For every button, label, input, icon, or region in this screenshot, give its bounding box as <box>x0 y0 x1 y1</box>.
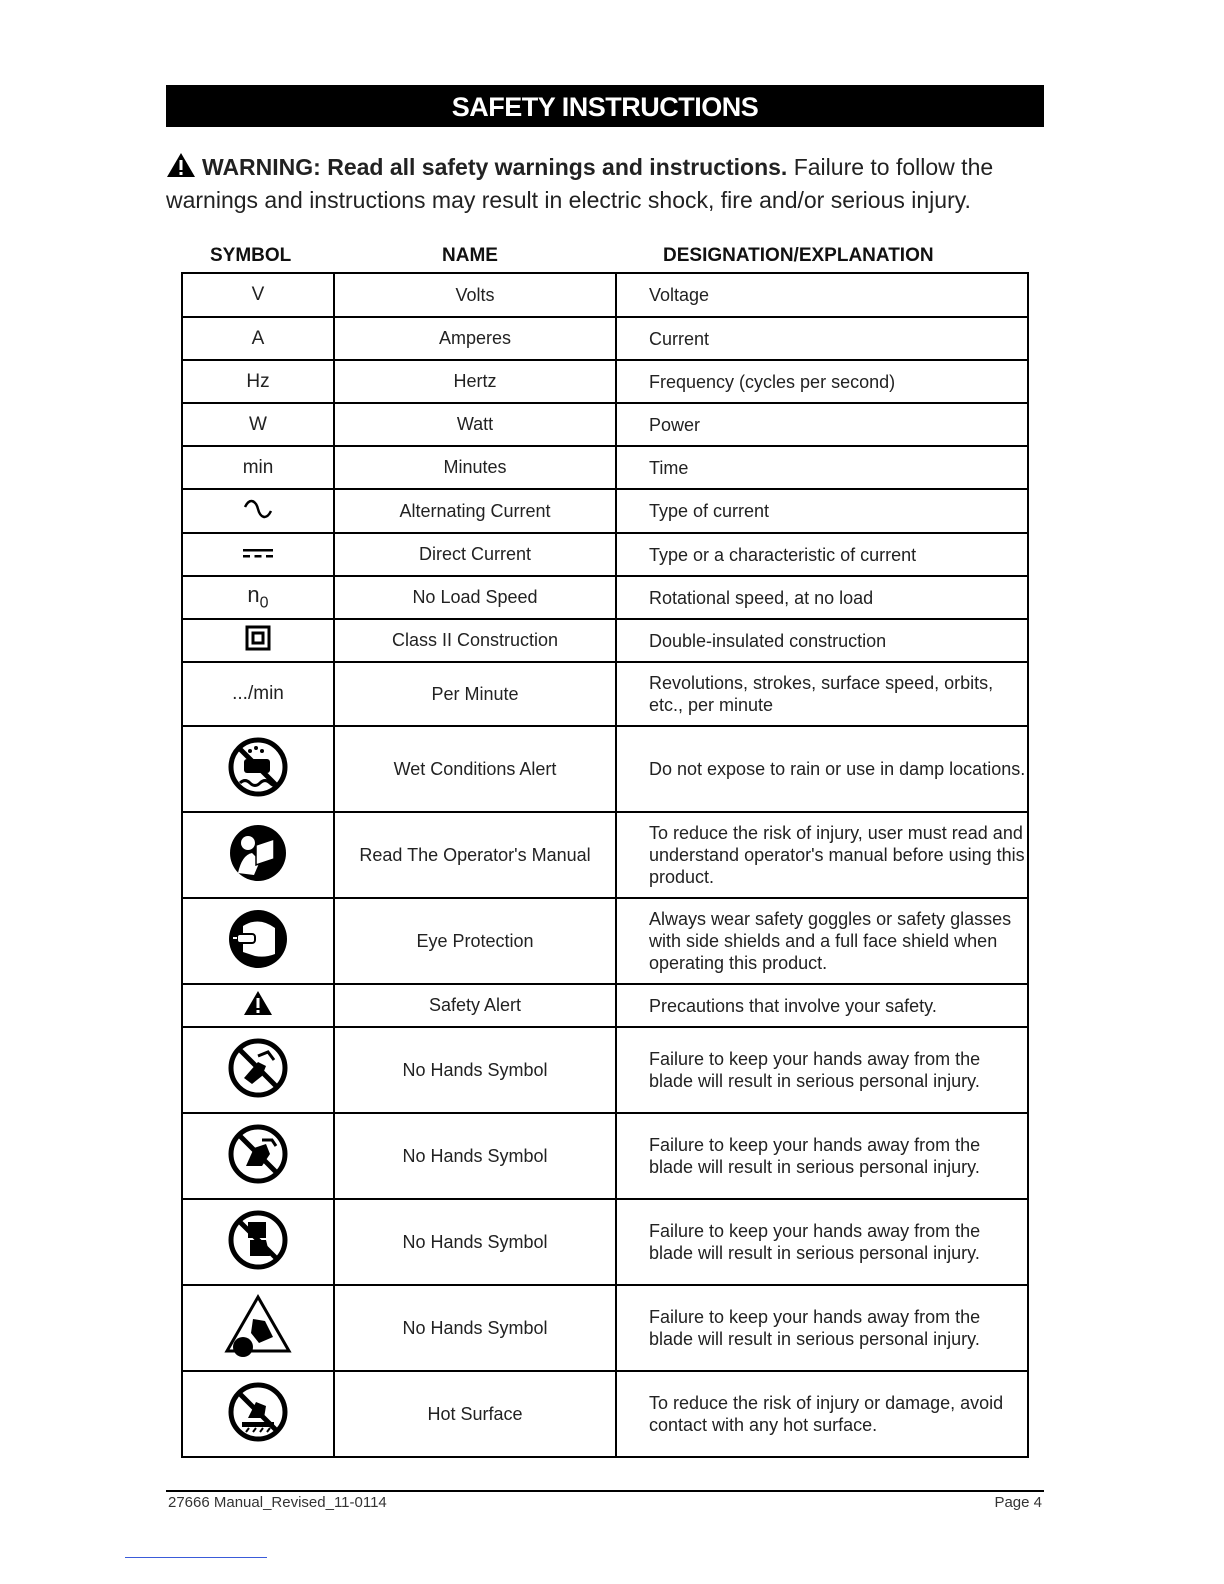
symbol-cell <box>182 489 334 533</box>
symbol-cell: .../min <box>182 662 334 726</box>
hot-surface-icon <box>228 1382 288 1442</box>
symbol-cell <box>182 1199 334 1285</box>
symbol-table <box>181 272 1029 1458</box>
no-hands-icon <box>228 1210 288 1270</box>
name-cell: Hot Surface <box>334 1371 616 1457</box>
desc-cell: Do not expose to rain or use in damp locations. <box>616 726 1028 812</box>
name-cell: Alternating Current <box>334 489 616 533</box>
symbol-cell: Hz <box>182 360 334 403</box>
name-cell: Eye Protection <box>334 898 616 984</box>
header-name: NAME <box>442 245 498 266</box>
safety-alert-icon <box>166 152 196 185</box>
eye-protection-icon <box>227 908 289 970</box>
name-cell: Amperes <box>334 317 616 360</box>
name-cell: No Hands Symbol <box>334 1027 616 1113</box>
desc-cell: Double-insulated construction <box>616 619 1028 662</box>
symbol-cell: A <box>182 317 334 360</box>
desc-cell: Precautions that involve your safety. <box>616 984 1028 1027</box>
name-cell: Watt <box>334 403 616 446</box>
desc-cell: Failure to keep your hands away from the blade will result in serious personal injury. <box>616 1113 1028 1199</box>
name-cell: Class II Construction <box>334 619 616 662</box>
table-row <box>182 1027 1028 1113</box>
name-cell: Per Minute <box>334 662 616 726</box>
table-row <box>182 1371 1028 1457</box>
symbol-cell <box>182 726 334 812</box>
desc-cell: Type or a characteristic of current <box>616 533 1028 576</box>
symbol-cell <box>182 1285 334 1371</box>
table-row <box>182 812 1028 898</box>
name-cell: No Hands Symbol <box>334 1199 616 1285</box>
desc-cell: Frequency (cycles per second) <box>616 360 1028 403</box>
name-cell: Wet Conditions Alert <box>334 726 616 812</box>
footer-divider <box>166 1490 1044 1492</box>
desc-cell: Revolutions, strokes, surface speed, orbits, etc., per minute <box>616 662 1028 726</box>
name-cell: No Hands Symbol <box>334 1113 616 1199</box>
name-cell: No Load Speed <box>334 576 616 619</box>
table-row <box>182 898 1028 984</box>
read-manual-icon <box>228 823 288 883</box>
name-cell: Minutes <box>334 446 616 489</box>
desc-cell: Failure to keep your hands away from the blade will result in serious personal injury. <box>616 1199 1028 1285</box>
name-cell: No Hands Symbol <box>334 1285 616 1371</box>
table-row <box>182 489 1028 533</box>
symbol-cell <box>182 1113 334 1199</box>
warning-lead: WARNING: Read all safety warnings and instructions. <box>202 154 788 180</box>
symbol-cell <box>182 1371 334 1457</box>
desc-cell: To reduce the risk of injury, user must read and understand operator's manual before using this product. <box>616 812 1028 898</box>
desc-cell: Failure to keep your hands away from the blade will result in serious personal injury. <box>616 1285 1028 1371</box>
desc-cell: Always wear safety goggles or safety glasses with side shields and a full face shield when operating this product. <box>616 898 1028 984</box>
no-hands-triangle-icon <box>223 1293 293 1359</box>
name-cell: Volts <box>334 273 616 317</box>
symbol-cell <box>182 1027 334 1113</box>
footer-document-id: 27666 Manual_Revised_11-0114 <box>168 1494 387 1511</box>
symbol-cell: min <box>182 446 334 489</box>
column-headers <box>180 245 1030 269</box>
direct-current-icon <box>242 546 274 560</box>
table-row <box>182 533 1028 576</box>
symbol-cell: W <box>182 403 334 446</box>
safety-alert-icon <box>243 990 273 1016</box>
name-cell: Read The Operator's Manual <box>334 812 616 898</box>
desc-cell: Current <box>616 317 1028 360</box>
table-row <box>182 403 1028 446</box>
header-symbol: SYMBOL <box>210 245 292 266</box>
name-cell: Safety Alert <box>334 984 616 1027</box>
wet-conditions-icon <box>228 737 288 797</box>
symbol-cell <box>182 619 334 662</box>
desc-cell: Power <box>616 403 1028 446</box>
table-row <box>182 1199 1028 1285</box>
symbol-cell <box>182 533 334 576</box>
symbol-cell <box>182 812 334 898</box>
desc-cell: Rotational speed, at no load <box>616 576 1028 619</box>
table-row <box>182 446 1028 489</box>
table-row <box>182 1113 1028 1199</box>
symbol-cell <box>182 576 334 619</box>
table-row <box>182 576 1028 619</box>
desc-cell: Voltage <box>616 273 1028 317</box>
table-row <box>182 619 1028 662</box>
desc-cell: Failure to keep your hands away from the blade will result in serious personal injury. <box>616 1027 1028 1113</box>
desc-cell: Time <box>616 446 1028 489</box>
table-row <box>182 984 1028 1027</box>
no-hands-icon <box>228 1124 288 1184</box>
header-explanation: DESIGNATION/EXPLANATION <box>663 245 934 266</box>
class-ii-icon <box>245 625 271 651</box>
table-row <box>182 317 1028 360</box>
table-row <box>182 1285 1028 1371</box>
table-row <box>182 273 1028 317</box>
page-title: SAFETY INSTRUCTIONS <box>166 85 1044 127</box>
name-cell: Hertz <box>334 360 616 403</box>
symbol-cell <box>182 898 334 984</box>
table-row <box>182 662 1028 726</box>
desc-cell: To reduce the risk of injury or damage, avoid contact with any hot surface. <box>616 1371 1028 1457</box>
alternating-current-icon <box>242 499 274 519</box>
no-load-speed-icon: $n_0$ <box>247 582 269 612</box>
desc-cell: Type of current <box>616 489 1028 533</box>
name-cell: Direct Current <box>334 533 616 576</box>
no-hands-icon <box>228 1038 288 1098</box>
warning-body: Failure to follow the warnings and instructions may result in electric shock, fire and/or serious injury. <box>166 154 994 213</box>
footer-page-number: Page 4 <box>994 1494 1042 1511</box>
table-row <box>182 360 1028 403</box>
symbol-cell: V <box>182 273 334 317</box>
page-link-underline <box>125 1557 267 1558</box>
symbol-cell <box>182 984 334 1027</box>
warning-paragraph <box>166 152 1046 215</box>
table-row <box>182 726 1028 812</box>
